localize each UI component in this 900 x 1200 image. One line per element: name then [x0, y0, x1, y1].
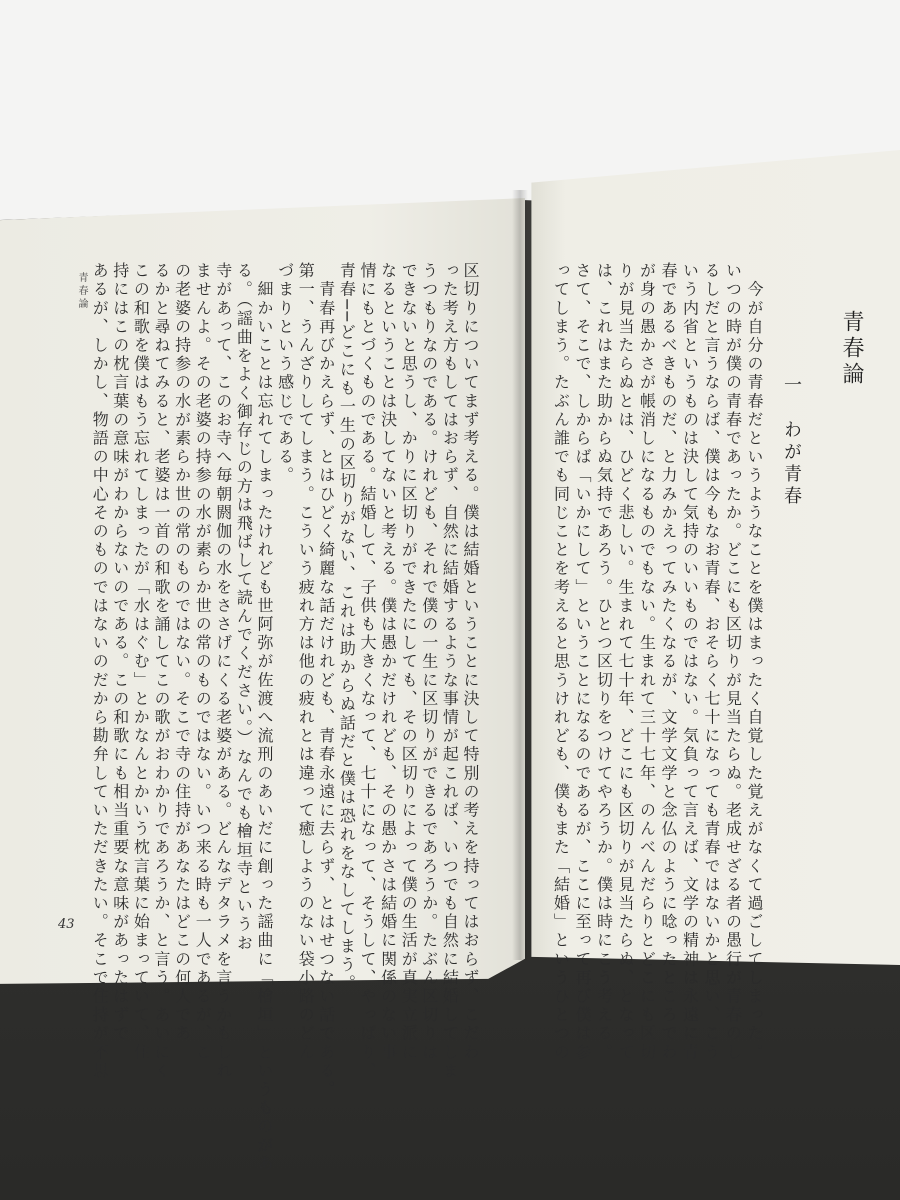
section-title: わが青春	[781, 420, 802, 508]
running-head: 青春論	[76, 272, 87, 311]
text-column: が身の愚かさが帳消しになるものでもない。生まれて三十七年、のんべんだらりとどこにも区切	[637, 262, 657, 1062]
text-column: 寺があって、このお寺へ毎朝閼伽の水をささげにくる老婆がある。どんなデタラメを言うかもしれ	[213, 262, 233, 1081]
text-column: 情にもとづくものである。結婚して、子供も大きくなって、七十になって、そうして、やっぱり、	[358, 262, 377, 1081]
text-column: うつもりなのである。けれども、それで僕の一生に区切りができるであろうか。たぶん区切りは	[419, 262, 439, 1062]
text-column: った考え方もしてはおらず、自然に結婚するような事情が起これば、いつでも自然に結婚してしま	[440, 262, 460, 1081]
text-column: できないと思うし、かりに区切りができたにしても、その区切りによって僕の生活が真実立派に	[399, 262, 419, 1062]
text-column: 第一、うんざりしてしまう。こういう疲れ方は他の疲れとは違って癒しようのない袋小路のどん	[296, 262, 316, 1062]
text-column: この和歌を僕はもう忘れてしまったが「水はぐむ」とかなんとかいう枕言葉に始まっていて、住	[131, 262, 151, 1062]
section-number: 一	[781, 375, 802, 399]
text-column: の老婆の持参の水が素らか世の常のものではない。そこで寺の住持があなたはどこの何人であ	[172, 262, 192, 1044]
text-column: なるということは決してないと考える。僕は愚かだけれども、その愚かさは結婚に関係のない事	[378, 262, 398, 1062]
page-number: 43	[58, 917, 75, 932]
text-column: 細かいことは忘れてしまったけれども世阿弥が佐渡へ流刑のあいだに創った謡曲に「檜垣」というものがあ	[255, 262, 274, 1174]
text-column: 持にはこの枕言葉の意味がわからないのである。この和歌にも相当重要な意味があったはずで	[110, 262, 130, 1044]
text-column: るしだと言うならば、僕は今もなお青春、おそらく七十になっても青春ではないかと思い、こう	[702, 262, 721, 1062]
text-column: 春であるべきものだ、と力みかえってみたくなるが、文学文学と念仏のように唸ったところでわ	[659, 262, 678, 1062]
text-column: りが見当たらぬとは、ひどく悲しい。生まれて七十年、どこにも区切りが見当たらぬ、となって	[616, 262, 635, 1062]
text-column: ませんよ。その老婆の持参の水が素らか世の常のものではない。いつ来る時も一人であるが、こ	[193, 262, 213, 1062]
text-column: る。（謡曲をよく御存じの方は飛ばして読んでください。）なんでも檜垣寺というお	[234, 262, 254, 953]
book-gutter	[512, 190, 528, 960]
text-column: あるが、しかし、物語の中心そのものではないのだから勘弁していただきたい。そこで住持が不思	[90, 262, 110, 1081]
text-column: ってしまう。たぶん誰でも同じことを考えると思うけれども、僕もまた「結婚」というひとつの	[551, 262, 571, 1062]
text-column: いつの時が僕の青春であったか。どこにも区切りが見当たらぬ。老成せざる者の愚行が青春のし	[723, 262, 743, 1062]
text-column: るかと尋ねてみると、老婆は一首の和歌を誦してこの歌がおわかりであろうか、と言う。あいにく	[152, 262, 171, 1081]
text-column: いう内省というものは決して気持のいいものではない。気負って言えば、文学の精神は永遠に青	[680, 262, 700, 1062]
text-column: 今が自分の青春だというようなことを僕はまったく自覚した覚えがなくて過ごしてしまった。	[745, 262, 764, 1062]
text-column: 青春──どこにも一生の区切りがない、これは助からぬ話だと僕は恐れをなしてしまう。	[337, 262, 357, 994]
text-column: 区切りについてまず考える。僕は結婚ということに決して特別の考えを持ってはおらず、こだわ	[461, 262, 480, 1062]
text-column: づまりという感じである。	[275, 262, 295, 486]
chapter-title: 青春論	[839, 310, 864, 388]
text-column: は、これはまた助からぬ気持であろう。ひとつ区切りをつけてやろうか。僕は時にこう考える。	[594, 262, 614, 1062]
text-column: さて、そこで、しからば「いかにして」ということになるのであるが、ここに至って再び僕は参	[573, 262, 592, 1062]
text-column: 青春再びかえらず、とはひどく綺麗な話だけれども、青春永遠に去らず、とはせつない話である。	[316, 262, 336, 1099]
